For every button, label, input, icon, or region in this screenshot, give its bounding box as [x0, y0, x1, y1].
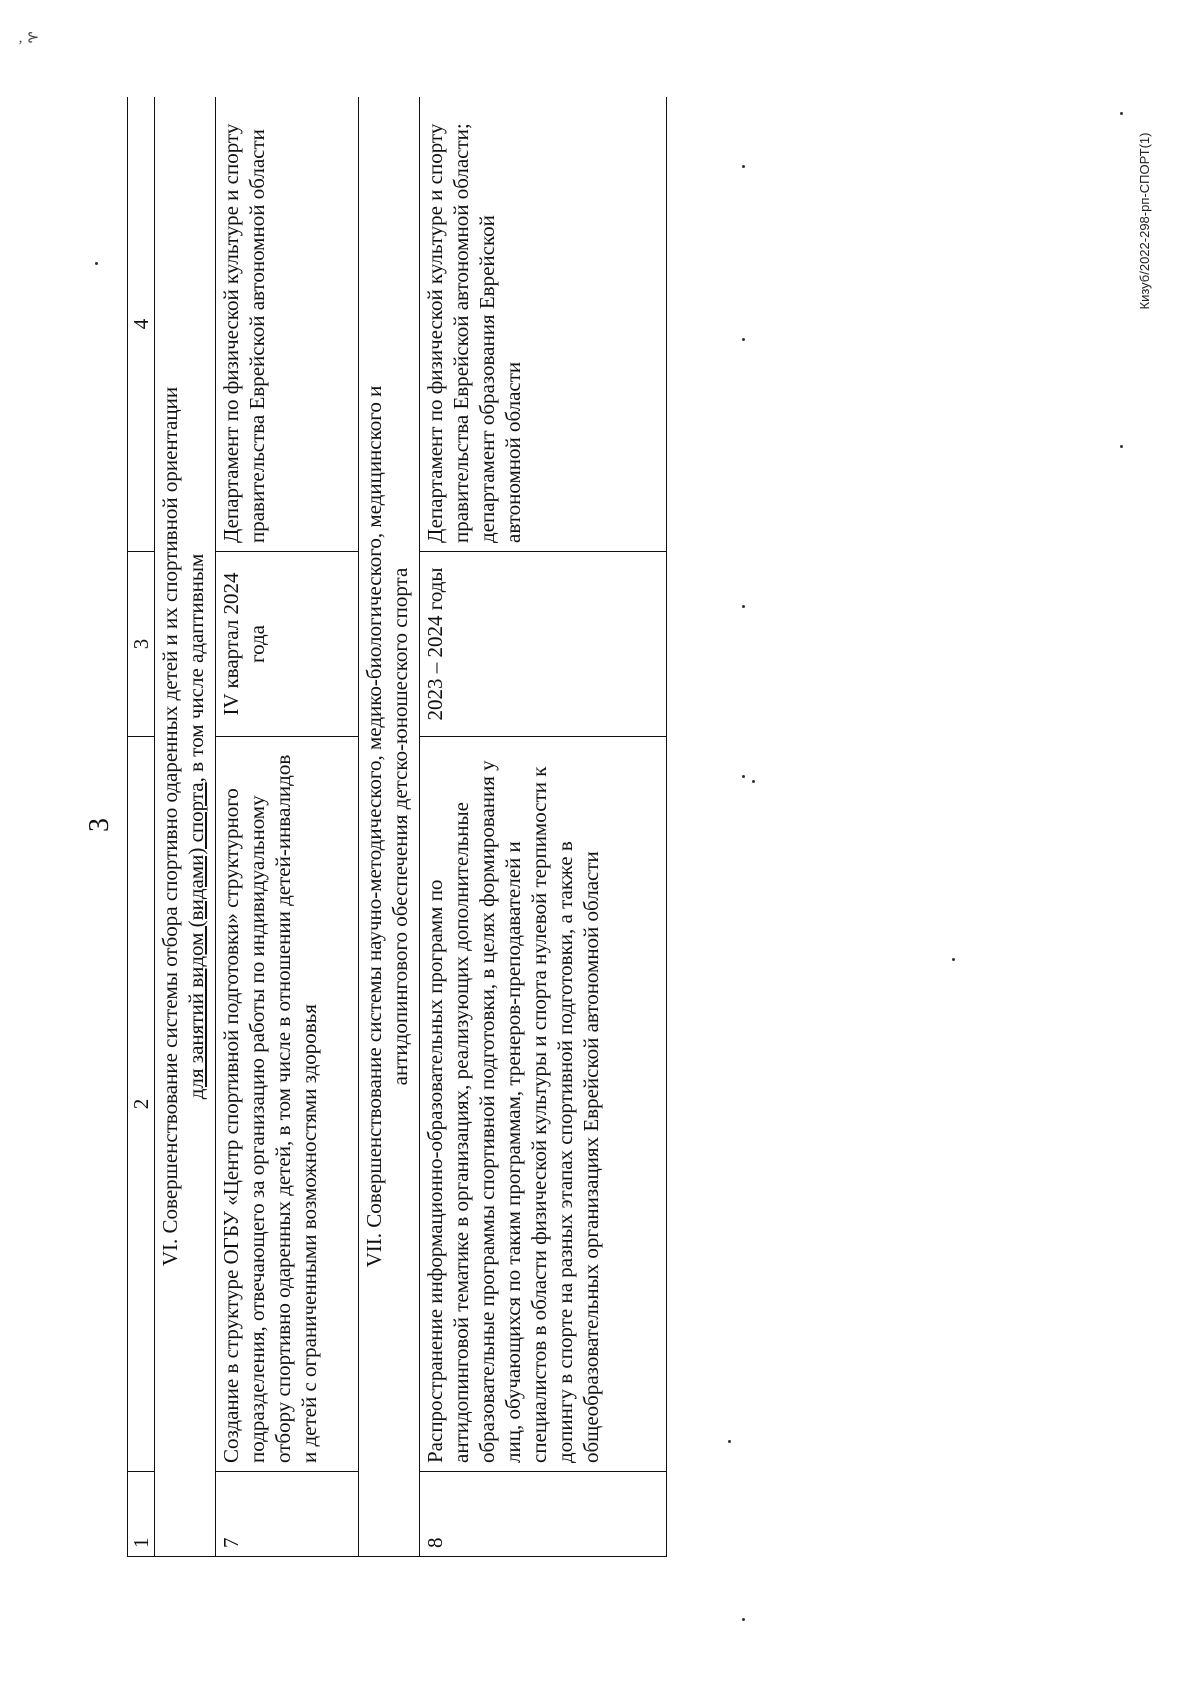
- document-code: Кизуб/2022-298-рп-СПОРТ(1): [1137, 132, 1152, 310]
- scan-speck: [1120, 445, 1123, 448]
- row-8-responsible: Департамент по физической культуре и спорту правительства Еврейской автономной области; департамент образования Еврейской автономной области: [420, 97, 667, 552]
- table-row: [216, 97, 359, 1557]
- row-7-deadline: IV квартал 2024 года: [216, 552, 359, 737]
- scan-speck: [742, 338, 745, 341]
- row-8-number: 8: [420, 1472, 667, 1557]
- page-number: 3: [84, 818, 115, 832]
- section-6-heading: [155, 97, 216, 1557]
- table-row: [420, 97, 667, 1557]
- table-header-row: [128, 97, 155, 1557]
- section-6-line-2-rest: , в том числе адаптивным: [184, 553, 208, 783]
- row-7-responsible: Департамент по физической культуре и спорту правительства Еврейской автономной области: [216, 97, 359, 552]
- section-6-line-2: [183, 107, 209, 1546]
- scan-speck: [728, 1440, 731, 1443]
- row-7-number: 7: [216, 1472, 359, 1557]
- row-7-measure: Создание в структуре ОГБУ «Центр спортивной подготовки» структурного подразделения, отвечающего за организацию работы по индивидуальному отбору спортивно одаренных детей, в том числе в отношении детей-инвалидов и детей с ограниченными возможностями здоровья: [216, 737, 359, 1472]
- scan-speck: [1120, 112, 1123, 115]
- measures-table: [127, 97, 667, 1557]
- scan-speck: [95, 262, 98, 265]
- scan-speck: [742, 1618, 745, 1621]
- scan-speck: [952, 958, 955, 961]
- scan-speck: [742, 165, 745, 168]
- header-col-3: 3: [128, 552, 155, 737]
- section-heading-row: [359, 97, 420, 1557]
- scan-corner-mark: ‚ ⊱: [18, 30, 40, 46]
- section-6-underlined-text: для занятий видом (видами) спорта: [184, 782, 208, 1100]
- section-7-line-2: антидопингового обеспечения детско-юношеского спорта: [388, 567, 412, 1086]
- scan-speck: [752, 780, 755, 783]
- scan-speck: [742, 775, 745, 778]
- section-6-line-1: VI. Совершенствование системы отбора спортивно одаренных детей и их спортивной ориентации: [158, 386, 182, 1267]
- section-7-heading: [359, 97, 420, 1557]
- rotated-table-wrapper: [127, 97, 667, 1557]
- row-8-measure: Распространение информационно-образовательных программ по антидопинговой тематике в организациях, реализующих дополнительные образовательные программы спортивной подготовки, в целях формирования у лиц, обучающихся по таким программам, тренеров-преподавателей и специалистов в области физической культуры и спорта нулевой терпимости к допингу в спорте на разных этапах спортивной подготовки, а также в общеобразовательных организациях Еврейской автономной области: [420, 737, 667, 1472]
- table-sheet: [127, 97, 667, 1557]
- row-8-deadline: 2023 – 2024 годы: [420, 552, 667, 737]
- header-col-2: 2: [128, 737, 155, 1472]
- header-col-1: 1: [128, 1472, 155, 1557]
- section-heading-row: [155, 97, 216, 1557]
- header-col-4: 4: [128, 97, 155, 552]
- section-7-line-1: VII. Совершенствование системы научно-методического, медико-биологического, медицинского и: [362, 385, 386, 1268]
- scan-speck: [742, 605, 745, 608]
